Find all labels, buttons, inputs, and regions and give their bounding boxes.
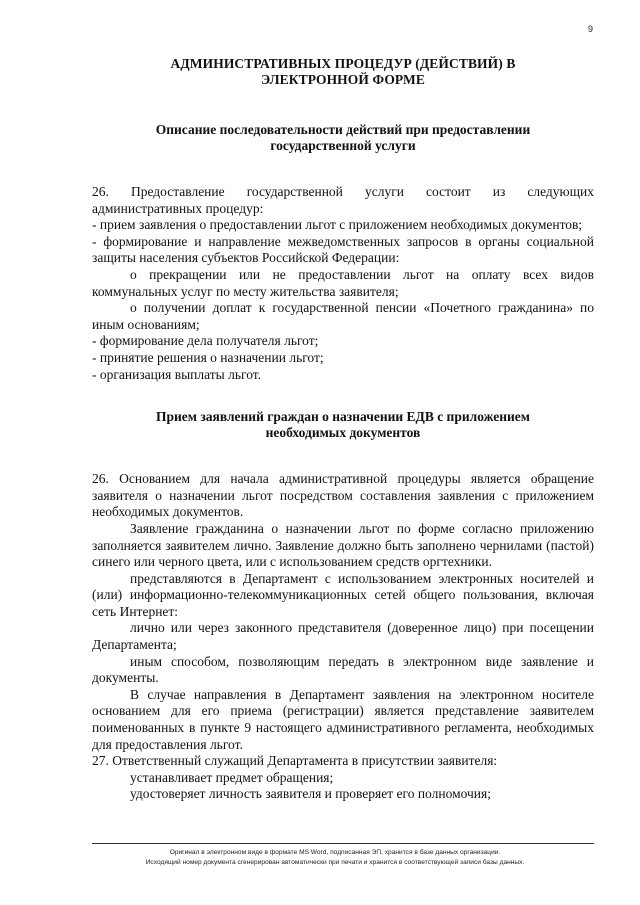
list-item: - формирование и направление межведомственных запросов в органы социальной защиты населения субъектов Российской Федерации: bbox=[92, 233, 594, 266]
paragraph: иным способом, позволяющим передать в электронном виде заявление и документы. bbox=[92, 653, 594, 686]
page-number: 9 bbox=[587, 24, 593, 34]
section-heading bbox=[92, 122, 594, 154]
paragraph-26-procedures: 26. Предоставление государственной услуги состоит из следующих административных процедур: bbox=[92, 184, 594, 216]
paragraph: представляются в Департамент с использованием электронных носителей и (или) информационно-телекоммуникационных сетей общего пользования, включая сеть Интернет: bbox=[92, 570, 594, 619]
paragraph-26-basis: 26. Основанием для начала административной процедуры является обращение заявителя о назначении льгот посредством составления заявления с приложением необходимых документов. bbox=[92, 471, 594, 520]
paragraph: удостоверяет личность заявителя и проверяет его полномочия; bbox=[130, 786, 491, 802]
footer-line: Исходящий номер документа сгенерирован автоматически при печати и хранится в соответствующей записи базы данных. bbox=[145, 859, 525, 866]
document-body bbox=[92, 56, 594, 803]
paragraph: Заявление гражданина о назначении льгот по форме согласно приложению заполняется заявителем лично. Заявление должно быть заполнено чернилами (пастой) синего или черного цвета, или с использованием средств оргтехники. bbox=[92, 520, 594, 570]
paragraph: В случае направления в Департамент заявления на электронном носителе основанием для его приема (регистрации) является представление заявителем поименованных в пункте 9 настоящего административного регламента, необходимых для предоставления льгот. bbox=[92, 686, 594, 752]
heading-line: необходимых документов bbox=[265, 425, 421, 441]
heading-line: государственной услуги bbox=[270, 138, 416, 153]
list-item: - организация выплаты льгот. bbox=[92, 366, 262, 382]
heading-line: Описание последовательности действий при предоставлении bbox=[155, 122, 531, 137]
footer-line: Оригинал в электронном виде в формате MS Word, подписанная ЭП, хранится в базе данных организации. bbox=[169, 849, 501, 856]
heading-line: Прием заявлений граждан о назначении ЕДВ с приложением bbox=[156, 409, 530, 425]
paragraph-27: 27. Ответственный служащий Департамента в присутствии заявителя: bbox=[92, 753, 498, 769]
document-title bbox=[92, 56, 594, 88]
list-item: - прием заявления о предоставлении льгот с приложением необходимых документов; bbox=[92, 217, 583, 233]
paragraph: лично или через законного представителя (доверенное лицо) при посещении Департамента; bbox=[92, 620, 594, 653]
list-item: - принятие решения о назначении льгот; bbox=[92, 349, 324, 365]
paragraph: устанавливает предмет обращения; bbox=[130, 769, 334, 785]
list-subitem: о получении доплат к государственной пенсии «Почетного гражданина» по иным основаниям; bbox=[92, 300, 594, 332]
section-heading bbox=[92, 409, 594, 441]
list-item: - формирование дела получателя льгот; bbox=[92, 333, 319, 349]
title-line: ЭЛЕКТРОННОЙ ФОРМЕ bbox=[261, 72, 425, 87]
title-line: АДМИНИСТРАТИВНЫХ ПРОЦЕДУР (ДЕЙСТВИЙ) В bbox=[170, 56, 516, 71]
list-subitem: о прекращении или не предоставлении льгот на оплату всех видов коммунальных услуг по месту жительства заявителя; bbox=[92, 266, 594, 299]
footer-note bbox=[60, 848, 610, 868]
footer-divider bbox=[92, 843, 594, 844]
